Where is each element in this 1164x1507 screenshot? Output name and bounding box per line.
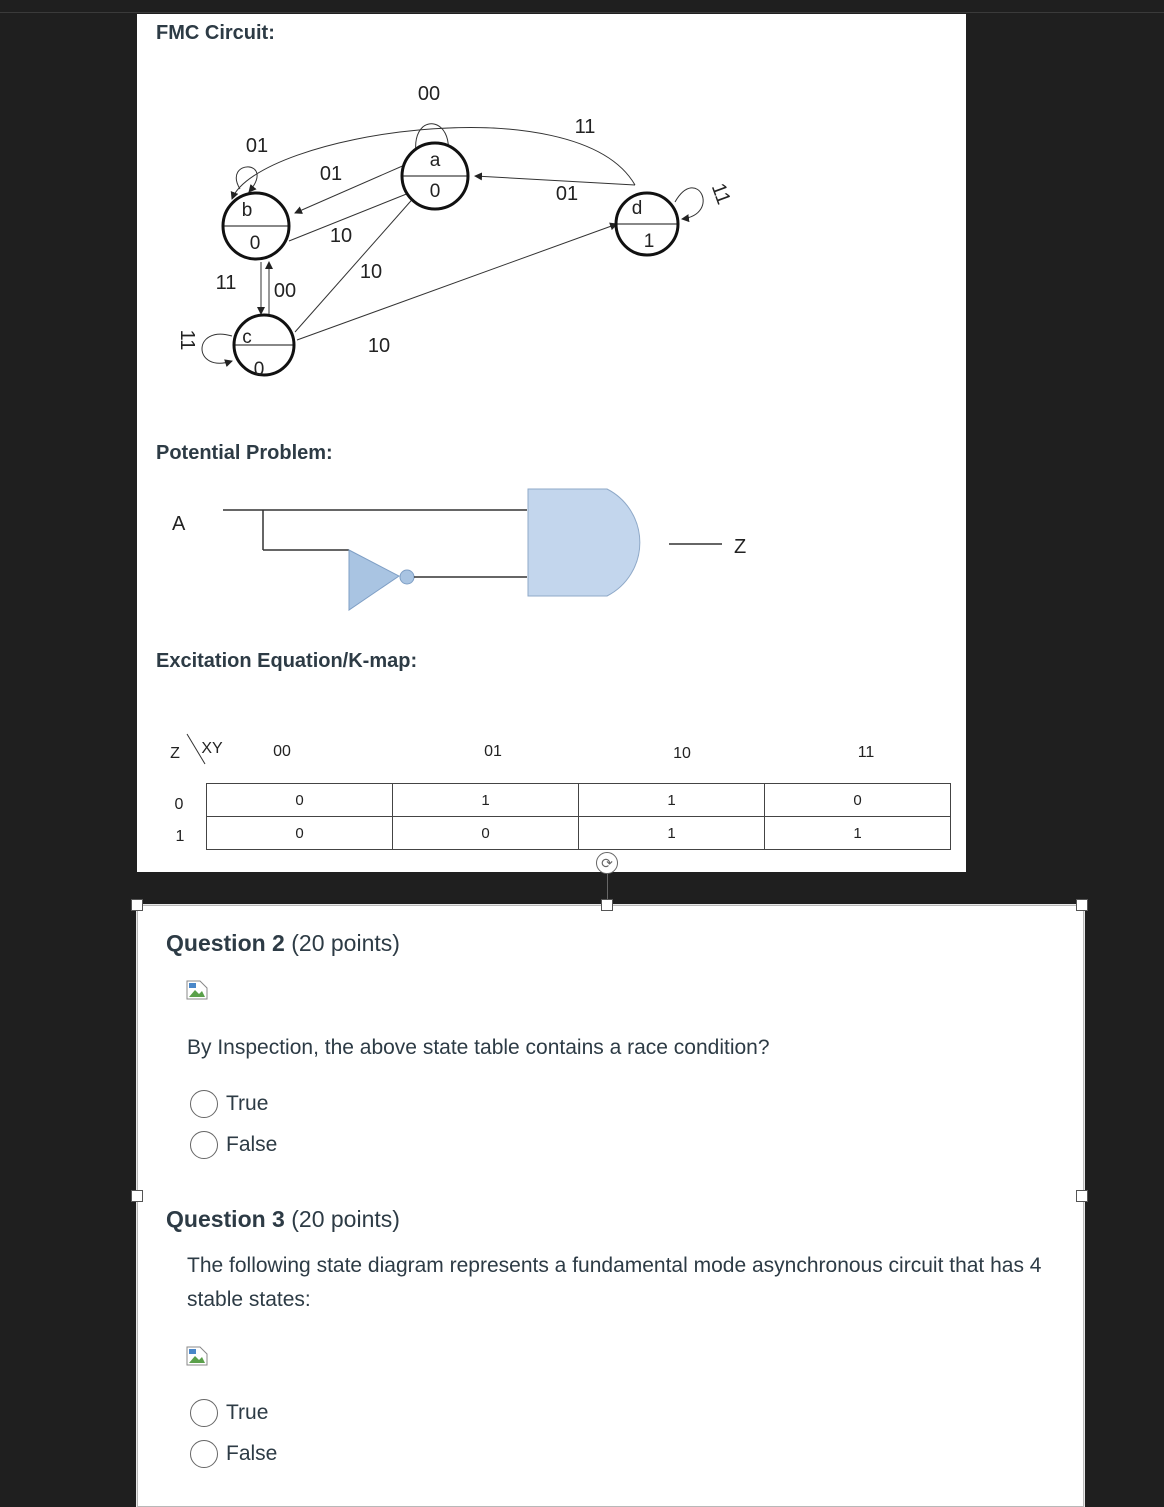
label-d-self: 11 [706,180,735,208]
state-c-name: c [242,327,252,348]
question-3-title: Question 3 (20 points) [166,1206,400,1232]
kmap-row-label-1: 1 [175,828,185,845]
potential-problem-heading: Potential Problem: [156,442,333,464]
kmap-col-01: 01 [484,743,502,760]
excitation-heading: Excitation Equation/K-map: [156,650,418,672]
q3-radio-true[interactable] [190,1399,218,1427]
state-diagram-and-gate [137,14,966,872]
state-d-name: d [631,198,643,219]
quiz-content-frame [137,905,1084,1507]
self-loop-b [236,167,257,192]
label-b-to-a: 10 [329,225,353,247]
self-loop-d [675,188,703,219]
and-gate-body [528,489,640,596]
state-a-output: 0 [429,181,441,202]
q3-radio-false[interactable] [190,1440,218,1468]
question-2-title: Question 2 (20 points) [166,930,400,956]
kmap-cell: 0 [393,817,579,850]
not-gate-bubble [400,570,414,584]
gate-input-label: A [172,513,186,535]
state-d-output: 1 [643,231,655,252]
resize-handle-top-left[interactable] [131,899,143,911]
label-b-to-c: 11 [215,272,237,294]
resize-handle-middle-right[interactable] [1076,1190,1088,1202]
label-a-self: 00 [417,83,441,105]
label-b-self: 01 [245,135,269,157]
broken-image-icon [186,1346,208,1366]
q2-radio-false[interactable] [190,1131,218,1159]
kmap-cell: 0 [765,784,951,817]
label-d-to-a: 01 [555,183,579,205]
broken-image-icon [186,980,208,1000]
kmap-cell: 1 [579,784,765,817]
state-c-output: 0 [253,359,265,380]
kmap-cell: 1 [579,817,765,850]
label-c-self: 11 [176,329,198,351]
rotate-stem [607,874,608,902]
resize-handle-middle-left[interactable] [131,1190,143,1202]
kmap-cell: 0 [207,817,393,850]
state-b-output: 0 [249,233,261,254]
kmap-cell: 1 [765,817,951,850]
not-gate-triangle [349,550,399,610]
kmap-col-10: 10 [673,745,691,762]
state-a-name: a [429,150,441,171]
question-2-text: By Inspection, the above state table contains a race condition? [187,1036,770,1059]
label-a-to-b: 01 [319,163,343,185]
q2-option-false[interactable]: False [190,1131,277,1159]
label-c-to-b: 00 [273,280,297,302]
q2-option-true[interactable]: True [190,1090,268,1118]
kmap-row-label-0: 0 [174,796,184,813]
rotate-handle-icon[interactable]: ⟳ [596,852,618,874]
top-border [0,12,1164,13]
kmap-cell: 1 [393,784,579,817]
label-c-to-a: 10 [359,261,383,283]
kmap-col-00: 00 [273,743,291,760]
gate-output-label: Z [734,536,747,558]
resize-handle-top-right[interactable] [1076,899,1088,911]
figure-image[interactable] [137,14,966,872]
label-d-to-b: 11 [574,116,596,138]
fmc-circuit-heading: FMC Circuit: [156,22,275,44]
label-c-to-d: 10 [367,335,391,357]
transition-a-to-b [295,164,407,213]
kmap-corner-xy: XY [201,740,223,757]
state-b-name: b [241,200,253,221]
and-gate-circuit [172,489,746,610]
kmap-row-1 [207,817,951,850]
kmap-col-11: 11 [857,744,875,761]
kmap-cell: 0 [207,784,393,817]
q3-option-true[interactable]: True [190,1399,268,1427]
q2-radio-true[interactable] [190,1090,218,1118]
self-loop-c [202,334,232,363]
kmap-row-0 [207,784,951,817]
question-3-text: The following state diagram represents a fundamental mode asynchronous circuit that has 4 stable states: [187,1254,1042,1311]
kmap-table [206,783,951,850]
kmap-corner-z: Z [170,745,180,762]
resize-handle-top-center[interactable] [601,899,613,911]
q3-option-false[interactable]: False [190,1440,277,1468]
